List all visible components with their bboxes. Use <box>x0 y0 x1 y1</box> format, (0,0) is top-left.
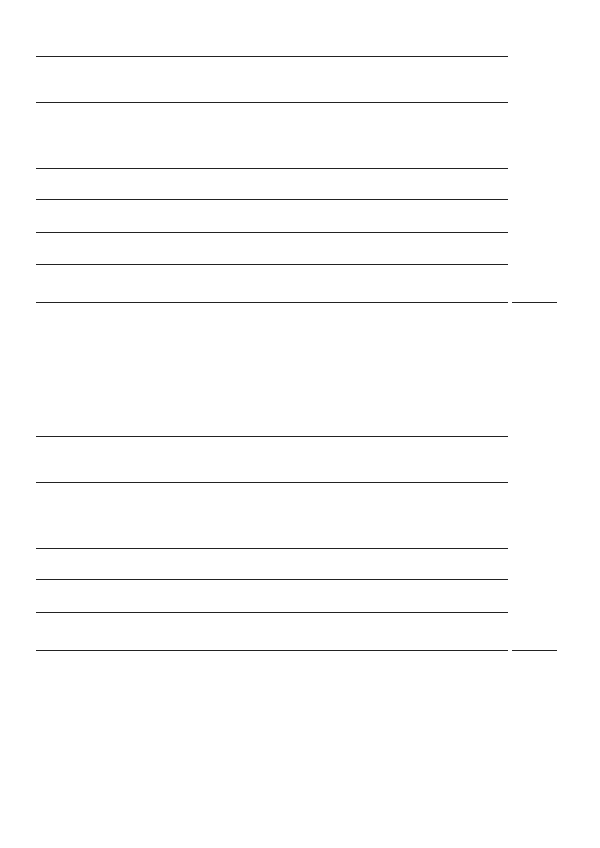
entry-header-rule <box>36 56 508 57</box>
blank-amount-rule <box>512 650 557 651</box>
entry-divider-rule <box>36 579 508 580</box>
entry-divider-rule <box>36 264 508 265</box>
entry-divider-rule <box>36 612 508 613</box>
blank-amount-rule <box>512 302 557 303</box>
blank-entry-rule <box>36 302 508 303</box>
entry-header-rule <box>36 436 508 437</box>
entry-divider-rule <box>36 102 508 103</box>
entry-divider-rule <box>36 232 508 233</box>
entry-header-rule <box>36 168 508 169</box>
entry-header-rule <box>36 548 508 549</box>
entry-divider-rule <box>36 482 508 483</box>
entry-divider-rule <box>36 199 508 200</box>
blank-entry-rule <box>36 650 508 651</box>
